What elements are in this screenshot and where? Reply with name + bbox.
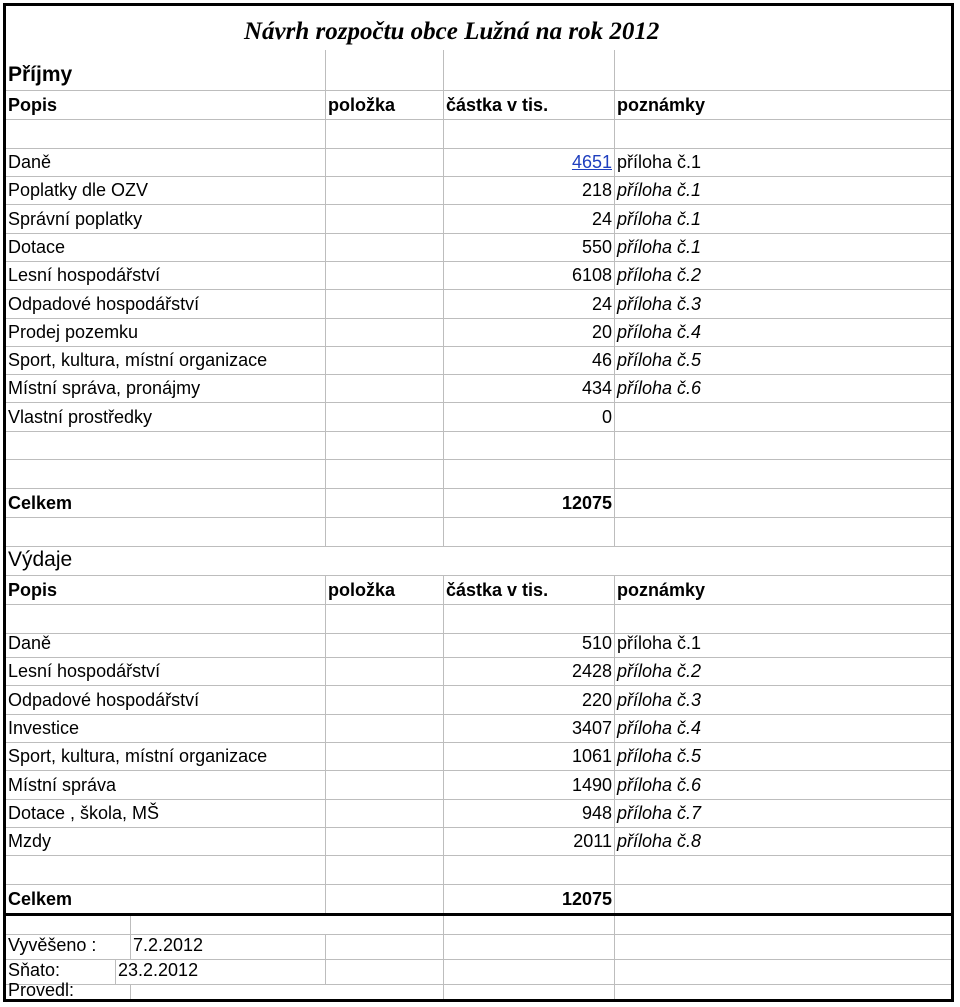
expenses-header-row xyxy=(6,576,951,605)
table-row xyxy=(6,205,951,234)
income-heading-row xyxy=(6,50,951,91)
table-row xyxy=(6,148,951,177)
row-note: příloha č.7 xyxy=(617,802,702,823)
table-row xyxy=(6,346,951,375)
row-note: příloha č.8 xyxy=(617,831,702,852)
row-amount: 1490 xyxy=(444,771,615,799)
done-label: Provedl: xyxy=(6,985,131,999)
budget-sheet xyxy=(3,3,954,1002)
row-description: Lesní hospodářství xyxy=(6,657,326,685)
column-header: položka xyxy=(326,91,444,119)
income-total-label: Celkem xyxy=(6,489,326,517)
row-amount: 434 xyxy=(444,374,615,402)
row-note: příloha č.6 xyxy=(617,378,702,399)
row-description: Dotace , škola, MŠ xyxy=(6,799,326,827)
row-description: Daně xyxy=(6,629,326,657)
row-note: příloha č.1 xyxy=(617,208,702,229)
row-amount: 220 xyxy=(444,686,615,714)
row-note xyxy=(615,403,951,431)
posted-row xyxy=(6,935,951,960)
row-amount: 2011 xyxy=(444,827,615,855)
row-description: Vlastní prostředky xyxy=(6,403,326,431)
table-row xyxy=(6,261,951,290)
table-row xyxy=(6,657,951,686)
income-header-row xyxy=(6,91,951,120)
row-note: příloha č.1 xyxy=(617,633,702,653)
table-row xyxy=(6,176,951,205)
row-description: Investice xyxy=(6,714,326,742)
row-description: Daně xyxy=(6,148,326,176)
table-row xyxy=(6,771,951,800)
row-amount[interactable]: 4651 xyxy=(444,148,615,176)
row-amount: 2428 xyxy=(444,657,615,685)
row-note: příloha č.2 xyxy=(617,661,702,682)
removed-date: 23.2.2012 xyxy=(116,960,326,984)
removed-row xyxy=(6,960,951,985)
posted-date: 7.2.2012 xyxy=(131,935,326,959)
table-row xyxy=(6,374,951,403)
table-row xyxy=(6,403,951,432)
row-description: Sport, kultura, místní organizace xyxy=(6,346,326,374)
row-note: příloha č.6 xyxy=(617,774,702,795)
expenses-total-row xyxy=(6,885,951,916)
row-note: příloha č.1 xyxy=(617,152,702,172)
row-note: příloha č.4 xyxy=(617,717,702,738)
row-amount: 46 xyxy=(444,346,615,374)
row-description: Prodej pozemku xyxy=(6,318,326,346)
row-amount: 20 xyxy=(444,318,615,346)
row-note: příloha č.5 xyxy=(617,746,702,767)
posted-label: Vyvěšeno : xyxy=(6,935,131,959)
row-description: Lesní hospodářství xyxy=(6,261,326,289)
row-amount: 0 xyxy=(444,403,615,431)
row-description: Odpadové hospodářství xyxy=(6,686,326,714)
column-header: částka v tis. xyxy=(444,576,615,604)
table-row xyxy=(6,742,951,771)
column-header: částka v tis. xyxy=(444,91,615,119)
row-amount: 6108 xyxy=(444,261,615,289)
column-header: Popis xyxy=(6,91,326,119)
row-amount: 510 xyxy=(444,629,615,657)
table-row xyxy=(6,686,951,715)
row-note: příloha č.2 xyxy=(617,265,702,286)
row-amount: 550 xyxy=(444,233,615,261)
row-description: Dotace xyxy=(6,233,326,261)
row-note: příloha č.3 xyxy=(617,293,702,314)
removed-label: Sňato: xyxy=(6,960,116,984)
expenses-total-value: 12075 xyxy=(444,885,615,913)
row-note: příloha č.5 xyxy=(617,350,702,371)
row-description: Mzdy xyxy=(6,827,326,855)
row-note: příloha č.3 xyxy=(617,689,702,710)
done-row xyxy=(6,980,951,1000)
column-header: poznámky xyxy=(617,95,706,115)
row-description: Místní správa, pronájmy xyxy=(6,374,326,402)
row-note: příloha č.1 xyxy=(617,236,702,257)
row-amount: 24 xyxy=(444,290,615,318)
expenses-heading-row xyxy=(6,547,951,576)
income-total-row xyxy=(6,489,951,518)
page-title: Návrh rozpočtu obce Lužná na rok 2012 xyxy=(244,18,660,45)
income-total-value: 12075 xyxy=(444,489,615,517)
column-header: položka xyxy=(326,576,444,604)
row-amount: 1061 xyxy=(444,742,615,770)
row-description: Místní správa xyxy=(6,771,326,799)
row-note: příloha č.1 xyxy=(617,180,702,201)
row-amount: 218 xyxy=(444,176,615,204)
row-amount: 3407 xyxy=(444,714,615,742)
table-row xyxy=(6,714,951,743)
table-row xyxy=(6,799,951,828)
row-note: příloha č.4 xyxy=(617,321,702,342)
row-amount: 24 xyxy=(444,205,615,233)
table-row xyxy=(6,233,951,262)
table-row xyxy=(6,290,951,319)
row-description: Odpadové hospodářství xyxy=(6,290,326,318)
expenses-heading: Výdaje xyxy=(8,548,73,571)
row-amount: 948 xyxy=(444,799,615,827)
table-row xyxy=(6,629,951,658)
row-description: Poplatky dle OZV xyxy=(6,176,326,204)
table-row xyxy=(6,318,951,347)
expenses-total-label: Celkem xyxy=(6,885,326,913)
row-description: Správní poplatky xyxy=(6,205,326,233)
column-header: Popis xyxy=(6,576,326,604)
column-header: poznámky xyxy=(617,580,706,600)
table-row xyxy=(6,827,951,856)
income-heading: Příjmy xyxy=(6,50,326,90)
row-description: Sport, kultura, místní organizace xyxy=(6,742,326,770)
